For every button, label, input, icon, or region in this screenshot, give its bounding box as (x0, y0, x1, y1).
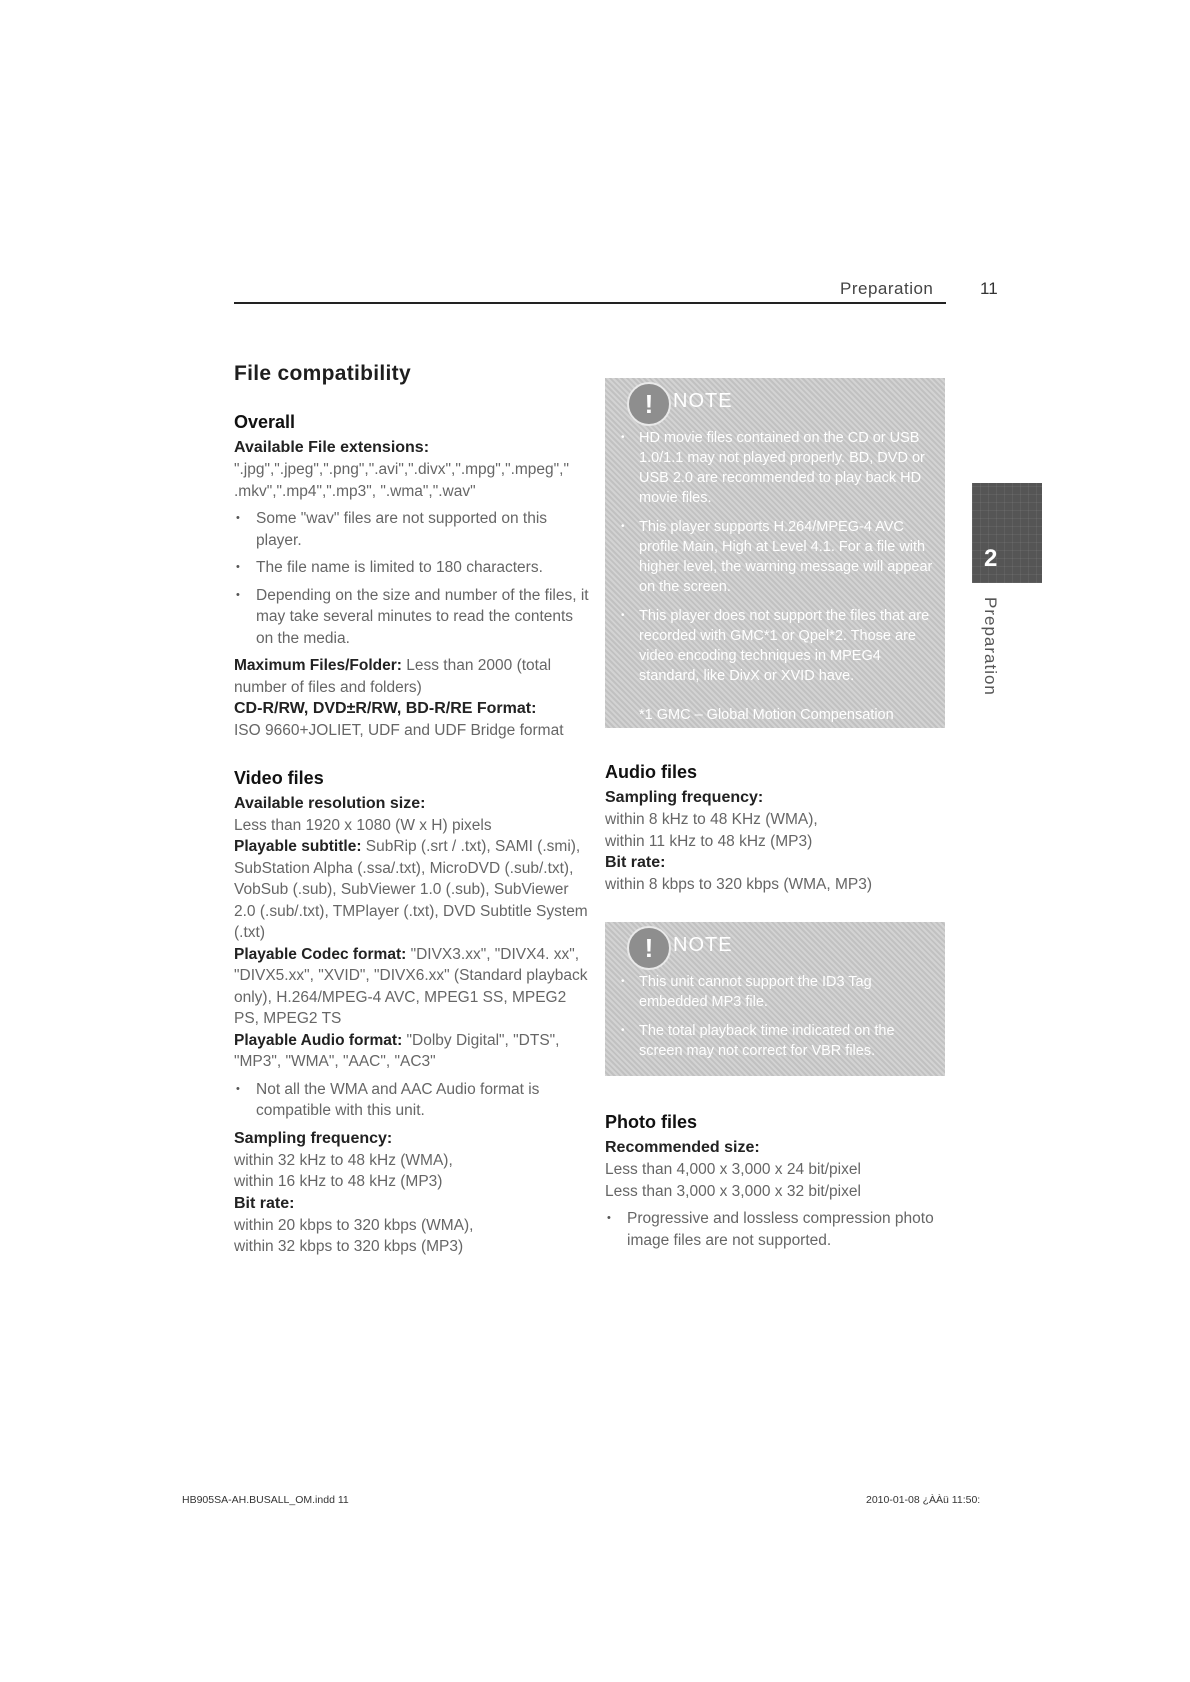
note-bullets (605, 972, 945, 1080)
audio-files-heading: Audio files (605, 762, 698, 782)
audio-format-label: Playable Audio format: (234, 1031, 403, 1049)
recommended-size-value: Less than 3,000 x 3,000 x 32 bit/pixel (605, 1182, 861, 1200)
note-label: NOTE (673, 934, 733, 956)
section-title: File compatibility (234, 362, 411, 385)
codec-label: Playable Codec format: (234, 945, 407, 963)
list-item: • Progressive and lossless compression photo image files are not supported. (605, 1208, 945, 1251)
max-files-paragraph (234, 655, 594, 698)
resolution-value: Less than 1920 x 1080 (W x H) pixels (234, 816, 492, 834)
video-sampling-label: Sampling frequency: (234, 1129, 393, 1147)
max-files-value: Less than 2000 (total number of files and folders) (234, 657, 552, 696)
video-bitrate-value: within 20 kbps to 320 kbps (WMA), (234, 1216, 474, 1234)
disc-format-label: CD-R/RW, DVD±R/RW, BD-R/RE Format: (234, 700, 537, 717)
note-item: • The total playback time indicated on the screen may not correct for VBR files. (619, 1021, 935, 1061)
audio-format-value: "Dolby Digital", "DTS", "MP3", "WMA", "AAC", "AC3" (234, 1031, 560, 1070)
photo-files-section (605, 1112, 945, 1257)
subtitle-paragraph (234, 836, 594, 944)
audio-bitrate-value: within 8 kbps to 320 kbps (WMA, MP3) (605, 876, 873, 893)
resolution-label: Available resolution size: (234, 794, 426, 812)
video-files-heading: Video files (234, 767, 324, 788)
exclamation-icon: ! (627, 382, 671, 426)
chapter-tab (972, 483, 1042, 583)
photo-files-heading: Photo files (605, 1112, 698, 1132)
note-box-audio (605, 922, 945, 1076)
exclamation-icon: ! (627, 926, 671, 970)
note-header (605, 378, 945, 428)
note-label: NOTE (673, 390, 733, 412)
codec-paragraph (234, 944, 594, 1030)
note-header (605, 922, 945, 972)
video-sampling-value: within 32 kHz to 48 kHz (WMA), (234, 1151, 453, 1169)
video-sampling-value: within 16 kHz to 48 kHz (MP3) (234, 1173, 443, 1190)
footer-timestamp: 2010-01-08 ¿ÀÀü 11:50: (866, 1494, 981, 1506)
subtitle-label: Playable subtitle: (234, 838, 362, 855)
chapter-number: 2 (984, 545, 998, 572)
extensions-value: ".jpg",".jpeg",".png",".avi",".divx",".mpg",".mpeg"," .mkv",".mp4",".mp3", ".wma",".wav" (234, 461, 569, 500)
chapter-label (978, 597, 998, 717)
audio-format-paragraph (234, 1030, 594, 1073)
note-bullets (605, 428, 945, 705)
codec-value: "DIVX3.xx", "DIVX4. xx", "DIVX5.xx", "XVID", "DIVX6.xx" (Standard playback only), H.264/MPEG-4 AVC, MPEG1 SS, MPEG2 PS, MPEG2 TS (234, 945, 588, 1027)
audio-bitrate-label: Bit rate: (605, 854, 666, 871)
footer-file-name: HB905SA-AH.BUSALL_OM.indd 11 (182, 1494, 349, 1506)
disc-format-value: ISO 9660+JOLIET, UDF and UDF Bridge format (234, 722, 564, 739)
max-files-label: Maximum Files/Folder: (234, 657, 402, 674)
running-header-section: Preparation (840, 279, 934, 298)
video-bitrate-value: within 32 kbps to 320 kbps (MP3) (234, 1238, 464, 1255)
video-bitrate-label: Bit rate: (234, 1194, 295, 1212)
footnote: *1 GMC – Global Motion Compensation (639, 707, 894, 723)
list-item: • Not all the WMA and AAC Audio format is compatible with this unit. (234, 1079, 594, 1122)
note-item: • This unit cannot support the ID3 Tag embedded MP3 file. (619, 972, 935, 1012)
list-item: • The file name is limited to 180 characters. (234, 557, 594, 579)
overall-bullets (234, 508, 594, 649)
list-item: • Depending on the size and number of the files, it may take several minutes to read the contents on the media. (234, 585, 594, 650)
audio-sampling-label: Sampling frequency: (605, 789, 764, 806)
photo-bullets (605, 1208, 945, 1251)
extensions-label: Available File extensions: (234, 439, 430, 456)
footnote: *2 Qpel – Quarter pixel (639, 727, 787, 743)
page-number: 11 (980, 279, 998, 298)
note-box-general (605, 378, 945, 743)
video-bullets (234, 1079, 594, 1122)
subtitle-value: SubRip (.srt / .txt), SAMI (.smi), SubStation Alpha (.ssa/.txt), MicroDVD (.sub/.txt), VobSub (.sub), SubViewer 1.0 (.sub), SubViewer 2.0 (.sub/.txt), TMPlayer (.txt), DVD Subtitle System (.txt) (234, 838, 588, 941)
note-item: • This player does not support the files that are recorded with GMC*1 or Qpel*2. Those are video encoding techniques in MPEG4 standard, like DivX or XVID have. (619, 606, 935, 686)
left-column (234, 362, 594, 1258)
audio-sampling-value: within 11 kHz to 48 kHz (MP3) (605, 832, 813, 850)
recommended-size-label: Recommended size: (605, 1139, 760, 1156)
list-item: • Some "wav" files are not supported on this player. (234, 508, 594, 551)
header-rule (234, 302, 946, 304)
note-item: • HD movie files contained on the CD or USB 1.0/1.1 may not played properly. BD, DVD or USB 2.0 are recommended to play back HD movie files. (619, 428, 935, 508)
note-item: • This player supports H.264/MPEG-4 AVC profile Main, High at Level 4.1. For a file with higher level, the warning message will appear on the screen. (619, 517, 935, 597)
overall-heading: Overall (234, 412, 296, 432)
recommended-size-value: Less than 4,000 x 3,000 x 24 bit/pixel (605, 1161, 861, 1178)
audio-sampling-value: within 8 kHz to 48 KHz (WMA), (605, 811, 818, 828)
audio-files-section (605, 762, 945, 896)
chapter-label-text: Preparation (981, 597, 1000, 696)
